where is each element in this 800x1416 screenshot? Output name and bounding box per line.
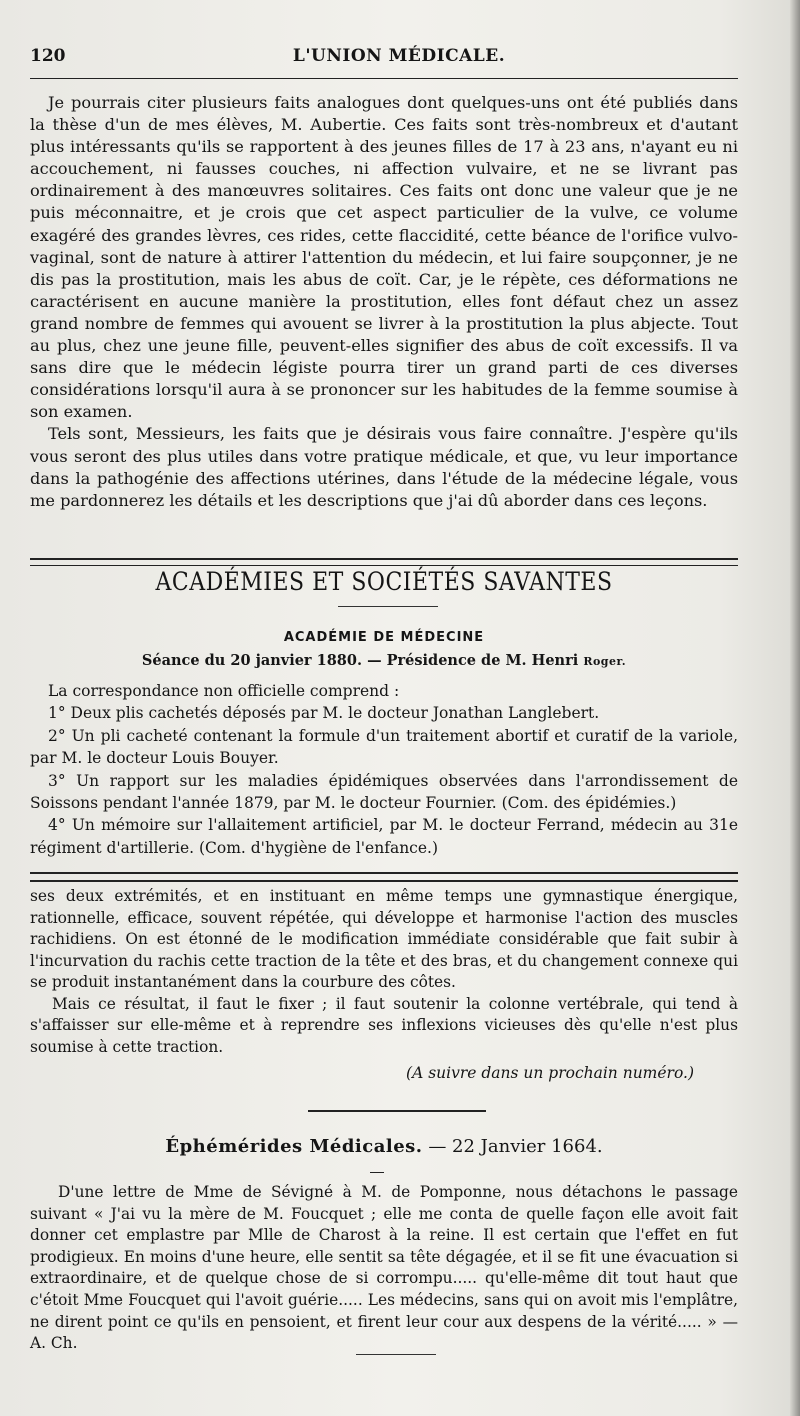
small-dash [370,1172,384,1173]
article-paragraph: Je pourrais citer plusieurs faits analogues dont quelques-uns ont été publiés dans la thèse d'un de mes élèves, M. Aubertie. Ces faits sont très-nombreux et d'autant plus intéressants qu'ils se rapportent à des jeunes filles de 17 à 23 ans, n'ayant eu ni accouchement, ni fausses couches, ni affection vulvaire, et ne se livrant pas ordinairement à des manœuvres solitaires. Ces faits ont donc une valeur que je ne puis méconnaitre, et je crois que cet aspect particulier de la vulve, ce volume exagéré des grandes lèvres, ces rides, cette flaccidité, cette béance de l'orifice vulvo-vaginal, sont de nature à attirer l'attention du médecin, et lui faire soupçonner, je ne dis pas la prostitution, mais les abus de coït. Car, je le répète, ces déformations ne caractérisent en aucune manière la prostitution, elles font défaut chez un assez grand nombre de femmes qui avouent se livrer à la prostitution la plus abjecte. Tout au plus, chez une jeune fille, peuvent-elles signifier des abus de coït excessifs. Il va sans dire que le médecin légiste pourra tirer un grand parti de ces diverses considérations lorsqu'il aura à se prononcer sur les habitudes de la femme soumise à son examen. [30,93,738,422]
ephemerides-paragraph: D'une lettre de Mme de Sévigné à M. de Pomponne, nous détachons le passage suivant « J'ai vu la mère de M. Foucquet ; elle me conta de quelle façon elle avoit fait donner cet emplastre par Mlle de Charost à la reine. Il est certain que l'effet en fut prodigieux. En moins d'une heure, elle sentit sa tête dégagée, et il se fit une évacuation si extraordinaire, et de quelque chose de si corrompu..... qu'elle-même dit tout haut que c'étoit Mme Foucquet qui l'avoit guérie..... Les médecins, sans qui on avoit mis l'emplâtre, ne dirent point ce qu'ils en pensoient, et firent leur cour aux despens de la vérité..... » — A. Ch. [30,1183,738,1353]
session-text: Séance du 20 janvier 1880. — Présidence de M. Henri [141,652,579,669]
to-be-continued: (A suivre dans un prochain numéro.) [406,1064,694,1082]
section-divider [30,558,738,566]
list-item: 3° Un rapport sur les maladies épidémiques observées dans l'arrondissement de Soissons pendant l'année 1879, par M. le docteur Fournier. (Com. des épidémies.) [30,771,738,813]
feuilleton-divider [30,872,738,882]
list-item: 2° Un pli cacheté contenant la formule d'un traitement abortif et curatif de la variole, par M. le docteur Louis Bouyer. [30,726,738,768]
article-end [30,92,738,512]
president-name: Roger. [583,655,627,668]
header-rule [30,78,738,79]
academy-name: ACADÉMIE DE MÉDECINE [283,630,485,645]
list-item: 4° Un mémoire sur l'allaitement artificiel, par M. le docteur Ferrand, médecin au 31e régiment d'artillerie. (Com. d'hygiène de l'enfance.) [30,816,738,857]
page-header [30,44,768,72]
ephemerides-title: Éphémérides Médicales. [165,1136,423,1157]
session-line [30,652,738,669]
continued-article [30,886,738,1058]
article-paragraph: Mais ce résultat, il faut le fixer ; il faut soutenir la colonne vertébrale, qui tend à s'affaisser sur elle-même et à reprendre ses inflexions vicieuses dès qu'elle n'est plus soumise à cette traction. [30,994,738,1056]
ephemerides-date: — 22 Janvier 1664. [428,1136,603,1157]
title-underline [338,606,438,607]
ephemerides-text [30,1182,738,1355]
book-spine-shadow [790,0,800,1416]
page-number: 120 [30,46,66,66]
list-item: 1° Deux plis cachetés déposés par M. le docteur Jonathan Langlebert. [48,704,600,723]
article-paragraph: Tels sont, Messieurs, les faits que je désirais vous faire connaître. J'espère qu'ils vous seront des plus utiles dans votre pratique médicale, et que, vu leur importance dans la pathogénie des affections utérines, dans l'étude de la médecine légale, vous me pardonnerez les détails et les descriptions que j'ai dû aborder dans ces leçons. [30,424,738,510]
correspondence-intro: La correspondance non officielle comprend : [48,682,400,700]
section-title: ACADÉMIES ET SOCIÉTÉS SAVANTES [155,568,613,597]
separator-rule [308,1110,486,1112]
ephemerides-heading [30,1136,738,1157]
article-paragraph: ses deux extrémités, et en instituant en même temps une gymnastique énergique, rationnelle, efficace, souvent répétée, qui développe et harmonise l'action des muscles rachidiens. On est étonné de le modification immédiate considérable que fait subir à l'incurvation du rachis cette traction de la tête et des bras, et du changement connexe qui se produit instantanément dans la courbure des côtes. [30,887,738,991]
journal-title: L'UNION MÉDICALE. [292,46,506,66]
end-rule [356,1354,436,1355]
correspondence-list [30,680,738,859]
